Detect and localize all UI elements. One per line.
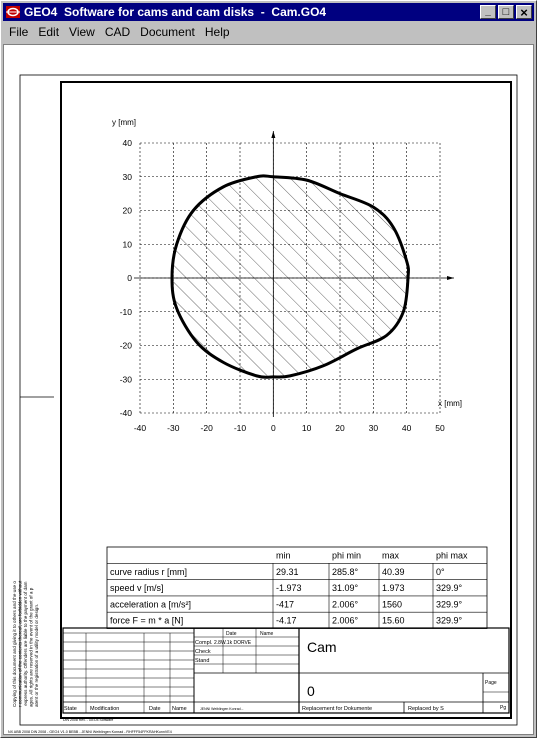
tb-compl-value: 2.8W.1k DORVE [214, 640, 252, 646]
table-cell: 29.31 [276, 566, 299, 577]
x-tick-label: 50 [435, 423, 445, 433]
drawing-sheet[interactable] [4, 45, 533, 734]
y-tick-label: 20 [122, 205, 132, 216]
menu-file[interactable]: File [9, 25, 29, 39]
x-tick-label: -20 [200, 423, 213, 433]
tb-name-label: Name [172, 706, 187, 712]
side-copyright-note [12, 580, 39, 707]
table-cell: -417 [276, 599, 295, 610]
table-cell: speed v [m/s] [110, 583, 164, 594]
y-tick-label: 10 [122, 239, 132, 250]
x-tick-label: 10 [301, 423, 312, 433]
window-title: GEO4 Software for cams and cam disks - Cam.GO4 [24, 5, 327, 19]
table-header-cell: phi min [332, 550, 362, 561]
table-cell: 0° [436, 566, 445, 577]
x-tick-label: -40 [133, 423, 147, 433]
tb-footer-small: DIN 2008 Rev. - GEO4 Software [63, 718, 114, 722]
title-bar[interactable] [3, 3, 534, 21]
tb-stand-label: Stand [195, 658, 210, 664]
close-button[interactable] [516, 5, 532, 19]
x-tick-label: -10 [233, 423, 247, 433]
table-cell: curve radius r [mm] [110, 566, 188, 577]
table-cell: acceleration a [m/s²] [110, 599, 192, 610]
menu-help[interactable]: Help [204, 25, 230, 39]
table-cell: 2.006° [332, 615, 359, 626]
tb-footer-left: NX ABB 2008 DIN 2008 - GEO4 V1.0 BEBB - JENNI Weiblingen Konrad - RHFFF54FFKRAHKunnVE4 [8, 730, 172, 734]
tb-left-rows [63, 642, 194, 696]
x-tick-label: -30 [167, 423, 180, 433]
tb-pg-label: Pg [500, 705, 507, 711]
cam-hatch [167, 170, 414, 386]
side-note-text: Copying of this document and giving it to others and the use or communication of the contents thereof, are forbidden without express authority. Offenders are liable to the payment of damages. All rights are reserved in the event of the grant of a patent or the registration of a utility model or design. [12, 580, 39, 707]
x-tick-label: 20 [335, 423, 345, 433]
table-header-cell: min [276, 550, 291, 561]
tb-company-small: JENNI Weiblingen Konrad... [200, 707, 244, 711]
y-axis-arrow-icon [271, 131, 275, 138]
tb-date-header: Date [226, 631, 237, 637]
tb-state-label: State [64, 706, 77, 712]
table-cell: 1.973 [382, 583, 405, 594]
table-cell: 329.9° [436, 615, 463, 626]
tb-replacement-label: Replacement for Dokumente [302, 706, 373, 712]
minimize-icon: _ [485, 6, 491, 17]
x-axis-arrow-icon [447, 276, 454, 280]
tb-drawing-number: 0 [307, 683, 315, 699]
table-cell: 31.09° [332, 583, 359, 594]
x-tick-label: 40 [401, 423, 412, 433]
tb-compl-label: Compl. [195, 640, 213, 646]
tb-drawing-name: Cam [307, 639, 337, 655]
y-tick-label: -30 [119, 374, 132, 385]
y-tick-label: 30 [122, 171, 132, 182]
x-axis-label: x [mm] [438, 399, 462, 408]
app-logo-icon [6, 6, 20, 18]
drawing-area[interactable] [3, 44, 534, 735]
tb-date-label: Date [149, 706, 161, 712]
maximize-icon: □ [502, 6, 510, 18]
y-tick-label: -40 [119, 408, 132, 418]
x-tick-label: 30 [368, 423, 379, 433]
y-tick-label: -10 [119, 306, 132, 317]
table-cell: 285.8° [332, 566, 359, 577]
y-axis-label: y [mm] [112, 118, 136, 127]
table-cell: 329.9° [436, 583, 463, 594]
tb-check-label: Check [195, 649, 211, 655]
cam-plot [112, 118, 462, 433]
table-cell: 329.9° [436, 599, 463, 610]
y-tick-label: 40 [122, 138, 132, 148]
close-icon: × [520, 4, 528, 20]
menu-view[interactable]: View [69, 25, 95, 39]
menu-bar [3, 22, 534, 42]
maximize-button[interactable] [498, 5, 514, 19]
tb-name-header: Name [260, 631, 274, 637]
table-cell: -4.17 [276, 615, 297, 626]
table-cell: 1560 [382, 599, 403, 610]
minimize-button[interactable] [480, 5, 496, 19]
menu-edit[interactable]: Edit [38, 25, 60, 39]
tb-page-label: Page [485, 680, 497, 686]
table-cell: force F = m * a [N] [110, 615, 184, 626]
tb-left-columns [86, 633, 170, 713]
table-header-cell: phi max [436, 550, 468, 561]
menu-cad[interactable]: CAD [104, 25, 131, 39]
y-tick-label: -20 [119, 340, 132, 351]
table-header-cell: max [382, 550, 400, 561]
table-cell: -1.973 [276, 583, 302, 594]
table-cell: 40.39 [382, 566, 405, 577]
y-tick-label: 0 [127, 273, 132, 283]
table-cell: 15.60 [382, 615, 405, 626]
tb-replaced-by-label: Replaced by S [408, 706, 444, 712]
extrema-table [107, 547, 487, 629]
x-tick-label: 0 [270, 423, 276, 433]
tb-modification-label: Modification [90, 706, 120, 712]
menu-document[interactable]: Document [140, 25, 195, 39]
table-cell: 2.006° [332, 599, 359, 610]
